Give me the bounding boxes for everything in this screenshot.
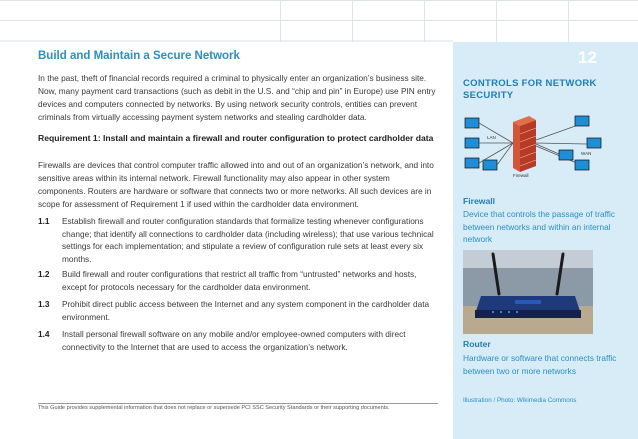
requirement-item-1-3: [38, 298, 440, 323]
item-text: Build firewall and router configurations that restrict all traffic from “untrusted” networks and hosts, except for protocols necessary for the cardholder data environment.: [62, 269, 417, 292]
page-number: 12: [578, 48, 597, 67]
firewall-network-illustration: [463, 110, 611, 178]
item-number: 1.3: [38, 299, 50, 309]
item-number: 1.4: [38, 329, 50, 339]
firewall-label: Firewall: [513, 173, 529, 178]
router-caption-text: Hardware or software that connects traffic between two or more networks: [463, 353, 617, 376]
item-text: Prohibit direct public access between the Internet and any system component in the cardholder data environment.: [62, 299, 430, 322]
item-text: Install personal firewall software on any mobile and/or employee-owned computers with direct connectivity to the Internet that are used to access the organization’s network.: [62, 329, 406, 352]
item-text: Establish firewall and router configuration standards that formalize testing whenever configurations change; that identify all connections to cardholder data (including wireless); that use various technical settings for each implementation; and stipulate a review of configuration rule sets at least every six months.: [62, 216, 434, 264]
footer-divider: [38, 403, 438, 404]
item-number: 1.2: [38, 269, 50, 279]
firewall-caption-text: Device that controls the passage of traffic between networks and within an internal network: [463, 209, 616, 244]
lan-label: LAN: [487, 135, 496, 140]
requirement-item-1-4: [38, 328, 440, 353]
requirement-item-1-1: [38, 215, 440, 265]
firewall-caption-title: Firewall: [463, 196, 495, 206]
wan-computers: [559, 116, 601, 170]
sidebar-title: CONTROLS FOR NETWORK SECURITY: [463, 78, 597, 101]
item-number: 1.1: [38, 216, 50, 226]
router-caption-title: Router: [463, 339, 491, 349]
section-title: Build and Maintain a Secure Network: [38, 50, 240, 62]
intro-paragraph: In the past, theft of financial records required a criminal to physically enter an organization’s business site. Now, many payment card transactions (such as debit in the U.S. and “chip and pin” in Europe) use PIN entry devices and computers connected by networks. By using network security controls, entities can prevent criminals from virtually accessing payment system networks and stealing cardholder data.: [38, 73, 436, 122]
header-grid-pattern: [0, 0, 638, 42]
footer-disclaimer: This Guide provides supplemental information that does not replace or supersede PCI SSC Security Standards or their supporting documents.: [38, 405, 390, 411]
requirement-item-1-2: [38, 268, 440, 293]
wan-label: WAN: [581, 151, 592, 156]
requirement-heading: Requirement 1: Install and maintain a firewall and router configuration to protect cardholder data: [38, 133, 434, 143]
firewall-brick-wall: [513, 116, 536, 172]
requirement-paragraph: Firewalls are devices that control computer traffic allowed into and out of an organization’s network, and into sensitive areas within its internal network. Firewall functionality may also appear in other system components. Routers are hardware or software that connects two or more networks. All such devices are in scope for assessment of Requirement 1 if used within the cardholder data environment.: [38, 160, 434, 209]
image-credit: Illustration / Photo: Wikimedia Commons: [463, 397, 577, 404]
router-photo: [463, 250, 593, 334]
